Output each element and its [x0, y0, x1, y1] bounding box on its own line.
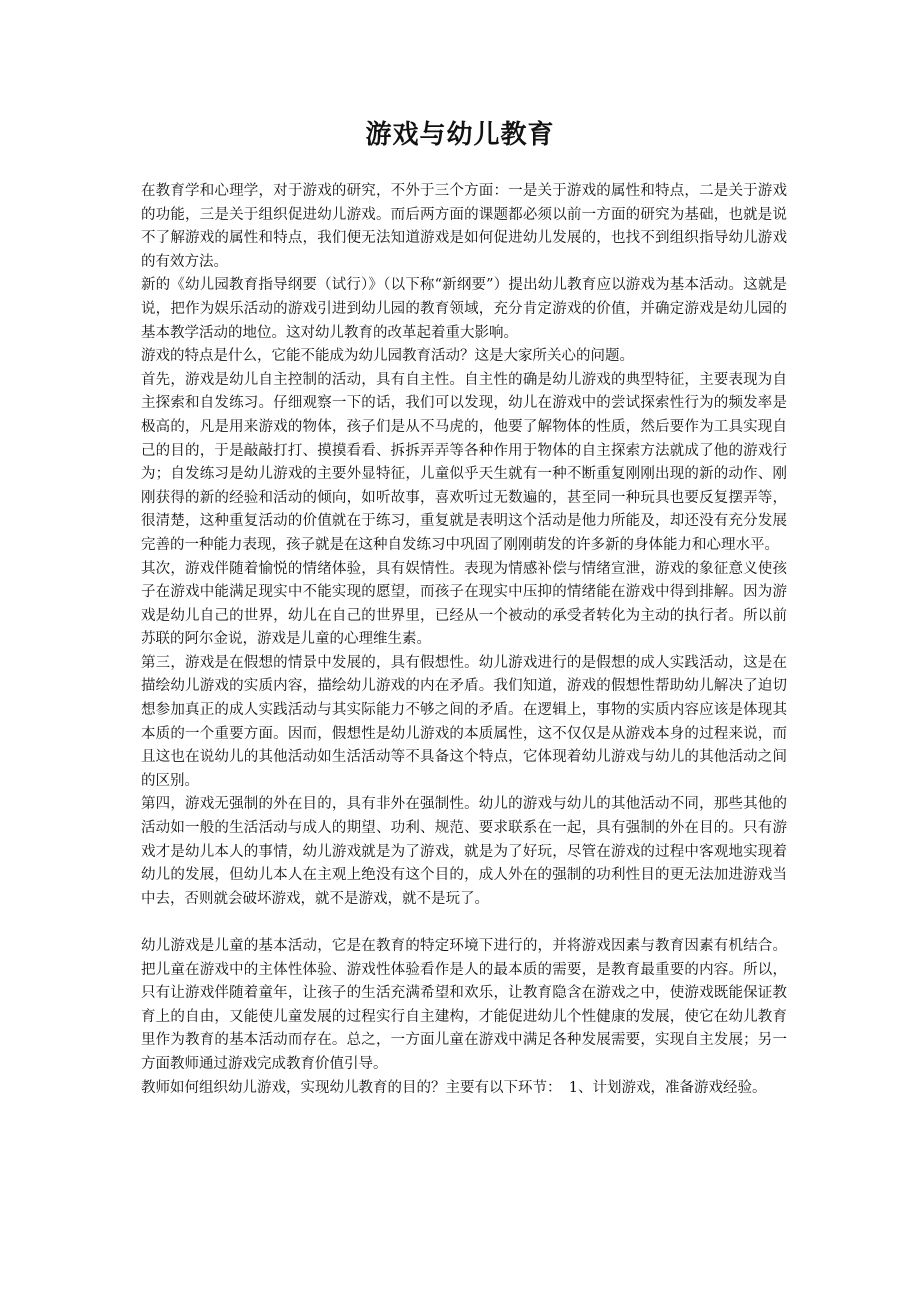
paragraph-7: 第四，游戏无强制的外在目的，具有非外在强制性。幼儿的游戏与幼儿的其他活动不同，那些其他的活动如一般的生活活动与成人的期望、功利、规范、要求联系在一起，具有强制的外在目的。只有游戏才是幼儿本人的事情，幼儿游戏就是为了游戏，就是为了好玩，尽管在游戏的过程中客观地实现着幼儿的发展，但幼儿本人在主观上绝没有这个目的，成人外在的强制的功利性目的更无法加进游戏当中去，否则就会破坏游戏，就不是游戏，就不是玩了。 [141, 796, 787, 907]
paragraph-4: 首先，游戏是幼儿自主控制的活动，具有自主性。自主性的确是幼儿游戏的典型特征，主要表现为自主探索和自发练习。仔细观察一下的话，我们可以发现，幼儿在游戏中的尝试探索性行为的频发率是极高的，凡是用来游戏的物体，孩子们是从不马虎的，他要了解物体的性质，然后要作为工具实现自己的目的，于是敲敲打打、摸摸看看、拆拆弄弄等各种作用于物体的自主探索方法就成了他的游戏行为；自发练习是幼儿游戏的主要外显特征，儿童似乎天生就有一种不断重复刚刚出现的新的动作、刚刚获得的新的经验和活动的倾向，如听故事，喜欢听过无数遍的，甚至同一种玩具也要反复摆弄等，很清楚，这种重复活动的价值就在于练习，重复就是表明这个活动是他力所能及，却还没有充分发展完善的一种能力表现，孩子就是在这种自发练习中巩固了刚刚萌发的许多新的身体能力和心理水平。 [141, 371, 787, 553]
paragraph-5: 其次，游戏伴随着愉悦的情绪体验，具有娱情性。表现为情感补偿与情绪宣泄，游戏的象征意义使孩子在游戏中能满足现实中不能实现的愿望，而孩子在现实中压抑的情绪能在游戏中得到排解。因为游戏是幼儿自己的世界，幼儿在自己的世界里，已经从一个被动的承受者转化为主动的执行者。所以前苏联的阿尔金说，游戏是儿童的心理维生素。 [141, 560, 787, 648]
paragraph-8: 幼儿游戏是儿童的基本活动，它是在教育的特定环境下进行的，并将游戏因素与教育因素有机结合。把儿童在游戏中的主体性体验、游戏性体验看作是人的最本质的需要，是教育最重要的内容。所以，只有让游戏伴随着童年，让孩子的生活充满希望和欢乐，让教育隐含在游戏之中，使游戏既能保证教育上的自由，又能使儿童发展的过程实行自主建构，才能促进幼儿个性健康的发展，使它在幼儿教育里作为教育的基本活动而存在。总之，一方面儿童在游戏中满足各种发展需要，实现自主发展；另一方面教师通过游戏完成教育价值引导。 [141, 938, 787, 1072]
document-title: 游戏与幼儿教育 [365, 120, 555, 150]
paragraph-3: 游戏的特点是什么，它能不能成为幼儿园教育活动？这是大家所关心的问题。 [141, 348, 634, 365]
paragraph-9: 教师如何组织幼儿游戏，实现幼儿教育的目的？主要有以下环节： 1、计划游戏，准备游戏经验。 [141, 1079, 767, 1096]
paragraph-6: 第三，游戏是在假想的情景中发展的，具有假想性。幼儿游戏进行的是假想的成人实践活动，这是在描绘幼儿游戏的实质内容，描绘幼儿游戏的内在矛盾。我们知道，游戏的假想性帮助幼儿解决了迫切想参加真正的成人实践活动与其实际能力不够之间的矛盾。在逻辑上，事物的实质内容应该是体现其本质的一个重要方面。因而，假想性是幼儿游戏的本质属性，这不仅仅是从游戏本身的过程来说，而且这也在说幼儿的其他活动如生活活动等不具备这个特点，它体现着幼儿游戏与幼儿的其他活动之间的区别。 [141, 654, 787, 789]
document-body [141, 180, 787, 1100]
paragraph-spacer [141, 911, 787, 935]
paragraph-1: 在教育学和心理学，对于游戏的研究，不外于三个方面：一是关于游戏的属性和特点，二是关于游戏的功能，三是关于组织促进幼儿游戏。而后两方面的课题都必须以前一方面的研究为基础，也就是说不了解游戏的属性和特点，我们便无法知道游戏是如何促进幼儿发展的，也找不到组织指导幼儿游戏的有效方法。 [141, 183, 787, 270]
paragraph-2: 新的《幼儿园教育指导纲要（试行）》（以下称“新纲要”）提出幼儿教育应以游戏为基本活动。这就是说，把作为娱乐活动的游戏引进到幼儿园的教育领域，充分肯定游戏的价值，并确定游戏是幼儿园的基本教学活动的地位。这对幼儿教育的改革起着重大影响。 [141, 277, 787, 341]
